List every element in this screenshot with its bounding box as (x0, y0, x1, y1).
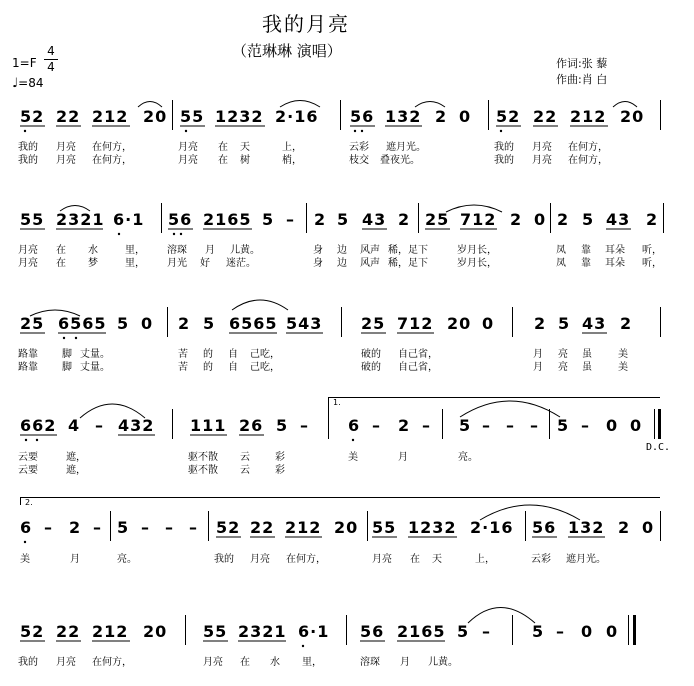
lyric: 溶琛 (167, 245, 187, 256)
note-group: – (506, 416, 515, 435)
slur (60, 206, 90, 212)
note-group: 5 (457, 622, 470, 641)
lyric: 的 (203, 349, 213, 360)
note-group: 2 (646, 210, 659, 229)
lyric: 在 (218, 155, 228, 166)
lyric: 在何方， (568, 142, 608, 153)
note-group: 55 (203, 622, 228, 641)
lyric: 遮月光。 (566, 554, 606, 565)
note-group: 20 (447, 314, 472, 333)
note-group: – (372, 416, 381, 435)
lyric: 天 (240, 142, 250, 153)
slur (613, 102, 637, 108)
song-subtitle: （范琳琳 演唱） (232, 42, 342, 60)
lyric: 我的 (18, 155, 38, 166)
note-group: 55 (20, 210, 45, 229)
lyric: 自 (228, 362, 238, 373)
note-group: 2·16 (470, 518, 514, 537)
lyric: 在何方， (92, 155, 132, 166)
lyric: 月 (398, 452, 408, 463)
note-group: 6565 (229, 314, 278, 333)
lyric: 树 (240, 155, 250, 166)
lyric: 月亮 (178, 142, 198, 153)
note-group: – (93, 518, 102, 537)
note-group: 22 (56, 107, 81, 126)
lyric: 我的 (18, 657, 38, 668)
note-group: 22 (56, 622, 81, 641)
note-group: 6·1 (298, 622, 330, 641)
note-group: 0 (534, 210, 547, 229)
note-group: 2321 (56, 210, 105, 229)
lyric: 月亮 (18, 245, 38, 256)
lyric: 月光 (167, 258, 187, 269)
lyric: 枝交 (349, 155, 369, 166)
note-group: – (422, 416, 431, 435)
lyric: 耳朵 (605, 258, 625, 269)
note-group: 22 (533, 107, 558, 126)
lyric: 亮。 (117, 554, 137, 565)
note-group: 20 (143, 622, 168, 641)
note-group: 55 (372, 518, 397, 537)
lyric: 破的 (361, 349, 381, 360)
note-group: 2165 (397, 622, 446, 641)
note-group: 2 (398, 210, 411, 229)
octave-dot (180, 233, 182, 235)
lyric: 月 (533, 349, 543, 360)
lyric: 彩 (275, 465, 285, 476)
octave-dot (25, 439, 27, 441)
lyric: 凤 (556, 245, 566, 256)
volta-2-label: 2. (25, 498, 33, 507)
note-group: 25 (425, 210, 450, 229)
octave-dot (361, 130, 363, 132)
note-group: – (482, 622, 491, 641)
slur (30, 310, 80, 316)
lyric: 亮 (558, 349, 568, 360)
lyric: 在 (410, 554, 420, 565)
lyric: 云要 (18, 465, 38, 476)
octave-dot (24, 130, 26, 132)
note-group: – (44, 518, 53, 537)
lyric: 儿黄。 (428, 657, 458, 668)
slur (480, 505, 580, 520)
note-group: 43 (362, 210, 387, 229)
note-group: 2321 (238, 622, 287, 641)
note-group: – (556, 622, 565, 641)
lyric: 云彩 (531, 554, 551, 565)
note-group: 43 (606, 210, 631, 229)
note-group: 5 (203, 314, 216, 333)
lyric: 梢， (282, 155, 302, 166)
lyric: 美 (618, 362, 628, 373)
lyric: 里， (302, 657, 322, 668)
lyric: 稀，足下 (388, 258, 428, 269)
lyric: 月亮 (56, 657, 76, 668)
note-group: 55 (180, 107, 205, 126)
lyric: 虽 (582, 362, 592, 373)
note-group: – (300, 416, 309, 435)
song-title: 我的月亮 (262, 12, 350, 36)
key-signature: 1=F (12, 56, 37, 70)
lyricist-credit: 作词:张 藜 (556, 57, 608, 70)
note-group: 43 (582, 314, 607, 333)
note-group: 2 (435, 107, 448, 126)
lyric: 边 (337, 258, 347, 269)
octave-dot (352, 439, 354, 441)
note-group: 25 (20, 314, 45, 333)
note-group: 1232 (215, 107, 264, 126)
note-group: – (286, 210, 295, 229)
lyric: 路靠 (18, 349, 38, 360)
lyric: 水 (270, 657, 280, 668)
lyric: 遮， (66, 465, 86, 476)
octave-dot (24, 541, 26, 543)
lyric: 云要 (18, 452, 38, 463)
lyric: 脚 (62, 349, 72, 360)
lyric: 彩 (275, 452, 285, 463)
note-group: 20 (143, 107, 168, 126)
lyric: 月 (205, 245, 215, 256)
note-group: 212 (92, 622, 129, 641)
octave-dot (118, 233, 120, 235)
lyric: 上， (475, 554, 495, 565)
note-group: 5 (558, 314, 571, 333)
lyric: 云 (240, 452, 250, 463)
lyric: 遮月光。 (386, 142, 426, 153)
note-group: 212 (285, 518, 322, 537)
lyric: 月亮 (532, 155, 552, 166)
lyric: 云 (240, 465, 250, 476)
note-group: 6 (348, 416, 361, 435)
lyric: 美 (20, 554, 30, 565)
note-group: 5 (117, 518, 130, 537)
lyric: 在 (56, 258, 66, 269)
octave-dot (500, 130, 502, 132)
lyric: 里， (125, 245, 145, 256)
note-group: 132 (568, 518, 605, 537)
note-group: 132 (385, 107, 422, 126)
note-group: 712 (460, 210, 497, 229)
note-group: – (141, 518, 150, 537)
note-group: 2 (510, 210, 523, 229)
lyric: 岁月长， (457, 245, 497, 256)
lyric: 月亮 (178, 155, 198, 166)
lyric: 耳朵 (605, 245, 625, 256)
slur (138, 102, 162, 108)
note-group: – (95, 416, 104, 435)
lyric: 好 (200, 258, 210, 269)
slur (232, 300, 288, 310)
octave-dot (185, 130, 187, 132)
composer-credit: 作曲:肖 白 (556, 73, 608, 86)
lyric: 身 (313, 245, 323, 256)
note-group: 662 (20, 416, 57, 435)
lyric: 岁月长， (457, 258, 497, 269)
lyric: 梦 (88, 258, 98, 269)
lyric: 风声 (360, 245, 380, 256)
octave-dot (75, 337, 77, 339)
lyric: 丈量。 (80, 349, 110, 360)
lyric: 云彩 (349, 142, 369, 153)
note-group: 20 (620, 107, 645, 126)
octave-dot (302, 645, 304, 647)
note-group: 2 (314, 210, 327, 229)
note-group: 2 (534, 314, 547, 333)
note-group: 52 (216, 518, 241, 537)
lyric: 月亮 (18, 258, 38, 269)
lyric: 在 (240, 657, 250, 668)
note-group: 6 (20, 518, 33, 537)
note-group: – (482, 416, 491, 435)
lyric: 自 (228, 349, 238, 360)
lyric: 天 (432, 554, 442, 565)
note-group: 0 (606, 416, 619, 435)
lyric: 边 (337, 245, 347, 256)
lyric: 溶琛 (360, 657, 380, 668)
note-group: 4 (68, 416, 81, 435)
note-group: 56 (350, 107, 375, 126)
lyric: 遮， (66, 452, 86, 463)
note-group: – (189, 518, 198, 537)
lyric: 在何方， (286, 554, 326, 565)
da-capo-marking: D.C. (646, 442, 671, 453)
lyric: 美 (618, 349, 628, 360)
note-group: 1232 (408, 518, 457, 537)
lyric: 凤 (556, 258, 566, 269)
lyric: 丈量。 (80, 362, 110, 373)
lyric: 苦 (178, 349, 188, 360)
slur (446, 205, 502, 212)
note-group: 2 (178, 314, 191, 333)
note-group: – (530, 416, 539, 435)
lyric: 美 (348, 452, 358, 463)
lyric: 自己省， (398, 362, 438, 373)
lyric: 我的 (214, 554, 234, 565)
lyric: 我的 (494, 155, 514, 166)
slur (280, 101, 320, 108)
lyric: 我的 (494, 142, 514, 153)
note-group: 432 (118, 416, 155, 435)
lyric: 破的 (361, 362, 381, 373)
lyric: 自己省， (398, 349, 438, 360)
note-group: 0 (606, 622, 619, 641)
lyric: 听， (642, 245, 662, 256)
lyric: 风声 (360, 258, 380, 269)
note-group: 6565 (58, 314, 107, 333)
lyric: 月亮 (56, 155, 76, 166)
lyric: 身 (313, 258, 323, 269)
note-group: 25 (361, 314, 386, 333)
note-group: 2 (618, 518, 631, 537)
time-signature-bottom: 4 (47, 60, 55, 74)
slur (460, 401, 560, 417)
lyric: 亮 (558, 362, 568, 373)
slur (415, 102, 445, 108)
lyric: 月亮 (203, 657, 223, 668)
lyric: 在何方， (92, 657, 132, 668)
note-group: 6·1 (113, 210, 145, 229)
note-group: 5 (117, 314, 130, 333)
lyric: 月 (533, 362, 543, 373)
lyric: 月亮 (372, 554, 392, 565)
octave-dot (354, 130, 356, 132)
time-signature-top: 4 (47, 44, 55, 58)
lyric: 月亮 (532, 142, 552, 153)
note-group: 2 (557, 210, 570, 229)
lyric: 脚 (62, 362, 72, 373)
lyric: 我的 (18, 142, 38, 153)
note-group: 2 (69, 518, 82, 537)
note-group: 2·16 (275, 107, 319, 126)
lyric: 里， (125, 258, 145, 269)
lyric: 虽 (582, 349, 592, 360)
lyric: 迷茫。 (226, 258, 256, 269)
note-group: 111 (190, 416, 227, 435)
note-group: 56 (532, 518, 557, 537)
lyric: 儿黄。 (230, 245, 260, 256)
lyric: 靠 (581, 258, 591, 269)
quarter-note-icon: ♩ (12, 76, 19, 91)
volta-1-label: 1. (333, 398, 341, 407)
note-group: 0 (642, 518, 655, 537)
lyric: 己吃， (250, 349, 280, 360)
note-group: 212 (570, 107, 607, 126)
note-group: 52 (20, 622, 45, 641)
lyric: 在 (218, 142, 228, 153)
note-group: 52 (496, 107, 521, 126)
note-group: 2 (620, 314, 633, 333)
note-group: 0 (581, 622, 594, 641)
lyric: 月 (400, 657, 410, 668)
lyric: 苦 (178, 362, 188, 373)
note-group: 712 (397, 314, 434, 333)
note-group: 0 (459, 107, 472, 126)
lyric: 叠夜光。 (380, 155, 420, 166)
note-group: 212 (92, 107, 129, 126)
lyric: 在何方， (568, 155, 608, 166)
note-group: 0 (141, 314, 154, 333)
note-group: – (581, 416, 590, 435)
lyric: 月 (70, 554, 80, 565)
lyric: 亮。 (458, 452, 478, 463)
lyric: 靠 (581, 245, 591, 256)
octave-dot (173, 233, 175, 235)
note-group: 5 (532, 622, 545, 641)
note-group: 5 (276, 416, 289, 435)
note-group: – (165, 518, 174, 537)
note-group: 5 (582, 210, 595, 229)
lyric: 听， (642, 258, 662, 269)
note-group: 5 (459, 416, 472, 435)
lyric: 水 (88, 245, 98, 256)
lyric: 月亮 (56, 142, 76, 153)
note-group: 52 (20, 107, 45, 126)
lyric: 驱不散 (188, 465, 218, 476)
lyric: 稀，足下 (388, 245, 428, 256)
note-group: 2165 (203, 210, 252, 229)
lyric: 的 (203, 362, 213, 373)
lyric: 月亮 (250, 554, 270, 565)
lyric: 在 (56, 245, 66, 256)
note-group: 2 (398, 416, 411, 435)
note-group: 5 (337, 210, 350, 229)
note-group: 26 (239, 416, 264, 435)
lyric: 路靠 (18, 362, 38, 373)
note-group: 5 (262, 210, 275, 229)
lyric: 己吃， (250, 362, 280, 373)
note-group: 20 (334, 518, 359, 537)
lyric: 驱不散 (188, 452, 218, 463)
tempo-value: =84 (18, 76, 44, 90)
note-group: 0 (482, 314, 495, 333)
slur (468, 608, 535, 624)
note-group: 543 (286, 314, 323, 333)
note-group: 56 (168, 210, 193, 229)
note-group: 0 (630, 416, 643, 435)
note-group: 22 (250, 518, 275, 537)
lyric: 上， (282, 142, 302, 153)
octave-dot (63, 337, 65, 339)
note-group: 5 (557, 416, 570, 435)
note-group: 56 (360, 622, 385, 641)
octave-dot (36, 439, 38, 441)
slur (80, 404, 145, 418)
lyric: 在何方， (92, 142, 132, 153)
